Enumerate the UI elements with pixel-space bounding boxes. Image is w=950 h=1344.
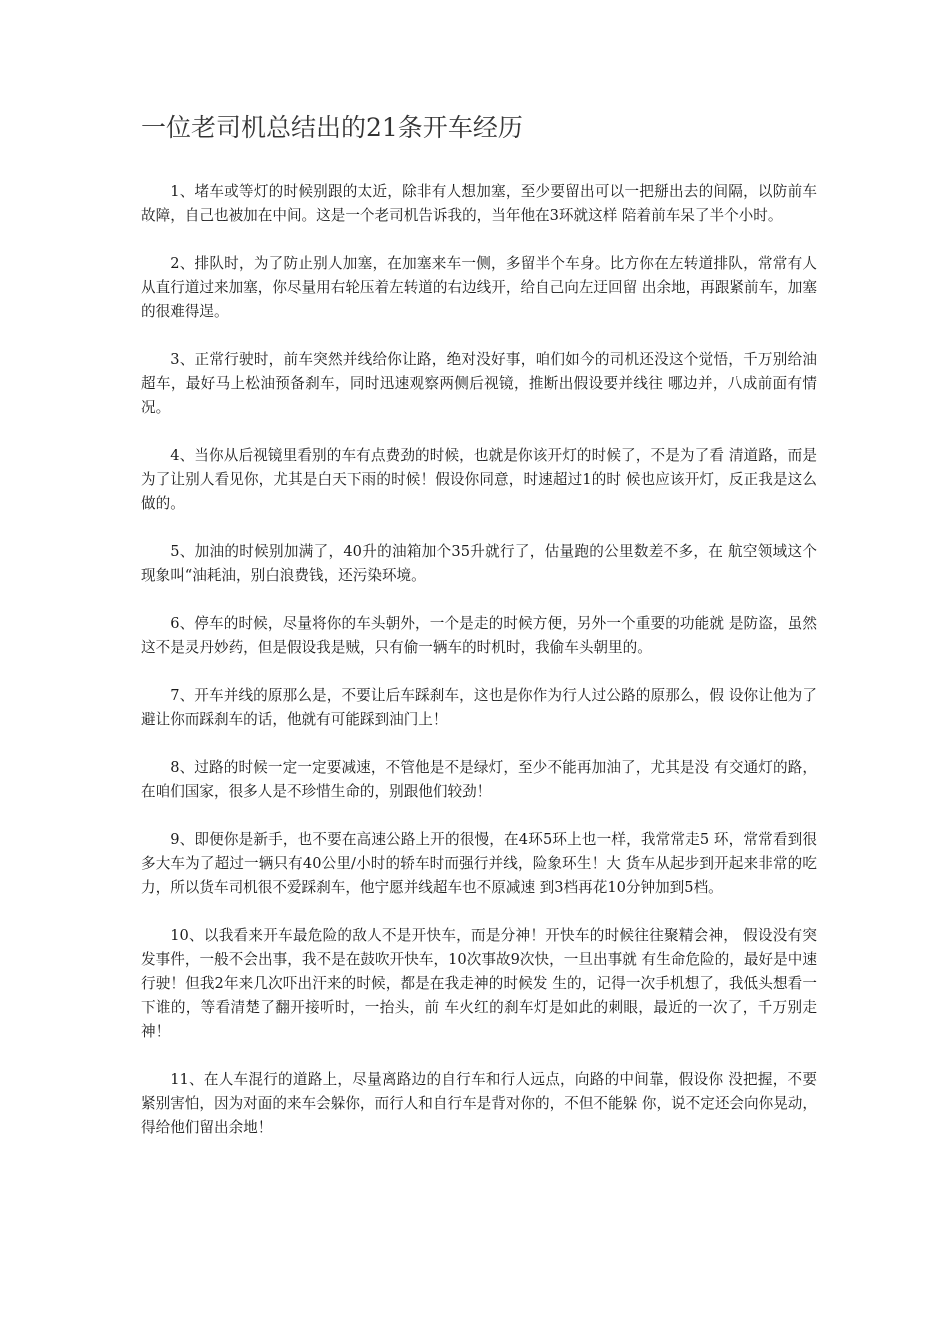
paragraph-4: 4、当你从后视镜里看别的车有点费劲的时候，也就是你该开灯的时候了，不是为了看 清道路，而是为了让别人看见你，尤其是白天下雨的时候！假设你同意，时速超过1的时 候也应该开灯，反正我是这么做的。 bbox=[141, 447, 817, 512]
document-title: 一位老司机总结出的21条开车经历 bbox=[141, 113, 523, 142]
paragraph-5: 5、加油的时候别加满了，40升的油箱加个35升就行了，估量跑的公里数差不多，在 航空领域这个现象叫“油耗油，别白浪费钱，还污染环境。 bbox=[141, 543, 817, 584]
paragraph-6: 6、停车的时候，尽量将你的车头朝外，一个是走的时候方便，另外一个重要的功能就 是防盗，虽然这不是灵丹妙药，但是假设我是贼，只有偷一辆车的时机时，我偷车头朝里的。 bbox=[141, 615, 817, 656]
paragraph-7: 7、开车并线的原那么是，不要让后车踩刹车，这也是你作为行人过公路的原那么，假 设你让他为了避让你而踩刹车的话，他就有可能踩到油门上！ bbox=[141, 687, 817, 728]
paragraph-9: 9、即便你是新手，也不要在高速公路上开的很慢，在4环5环上也一样，我常常走5 环，常常看到很多大车为了超过一辆只有40公里/小时的轿车时而强行并线，险象环生！大 货车从起步到开起来非常的吃力，所以货车司机很不爱踩刹车，他宁愿并线超车也不原减速 到3档再花10分钟加到5档。 bbox=[141, 831, 817, 896]
paragraph-11: 11、在人车混行的道路上，尽量离路边的自行车和行人远点，向路的中间靠，假设你 没把握，不要紧别害怕，因为对面的来车会躲你，而行人和自行车是背对你的，不但不能躲 你，说不定还会向你晃动，得给他们留出余地！ bbox=[141, 1071, 817, 1136]
document-body bbox=[141, 180, 817, 1164]
paragraph-1: 1、堵车或等灯的时候别跟的太近，除非有人想加塞，至少要留出可以一把掰出去的间隔，以防前车故障，自己也被加在中间。这是一个老司机告诉我的，当年他在3环就这样 陪着前车呆了半个小时。 bbox=[141, 183, 817, 224]
paragraph-10: 10、以我看来开车最危险的敌人不是开快车，而是分神！开快车的时候往往聚精会神， 假设没有突发事件，一般不会出事，我不是在鼓吹开快车，10次事故9次快，一旦出事就 有生命危险的，最好是中速行驶！但我2年来几次吓出汗来的时候，都是在我走神的时候发 生的，记得一次手机想了，我低头想看一下谁的，等看清楚了翻开接听时，一抬头，前 车火红的刹车灯是如此的刺眼，最近的一次了，千万别走神！ bbox=[141, 927, 817, 1040]
paragraph-3: 3、正常行驶时，前车突然并线给你让路，绝对没好事，咱们如今的司机还没这个觉悟，千万别给油超车，最好马上松油预备刹车，同时迅速观察两侧后视镜，推断出假设要并线往 哪边并，八成前面有情况。 bbox=[141, 351, 817, 416]
paragraph-2: 2、排队时，为了防止别人加塞，在加塞来车一侧，多留半个车身。比方你在左转道排队，常常有人从直行道过来加塞，你尽量用右轮压着左转道的右边线开，给自己向左迂回留 出余地，再跟紧前车，加塞的很难得逞。 bbox=[141, 255, 817, 320]
paragraph-8: 8、过路的时候一定一定要减速，不管他是不是绿灯，至少不能再加油了，尤其是没 有交通灯的路，在咱们国家，很多人是不珍惜生命的，别跟他们较劲！ bbox=[141, 759, 817, 800]
